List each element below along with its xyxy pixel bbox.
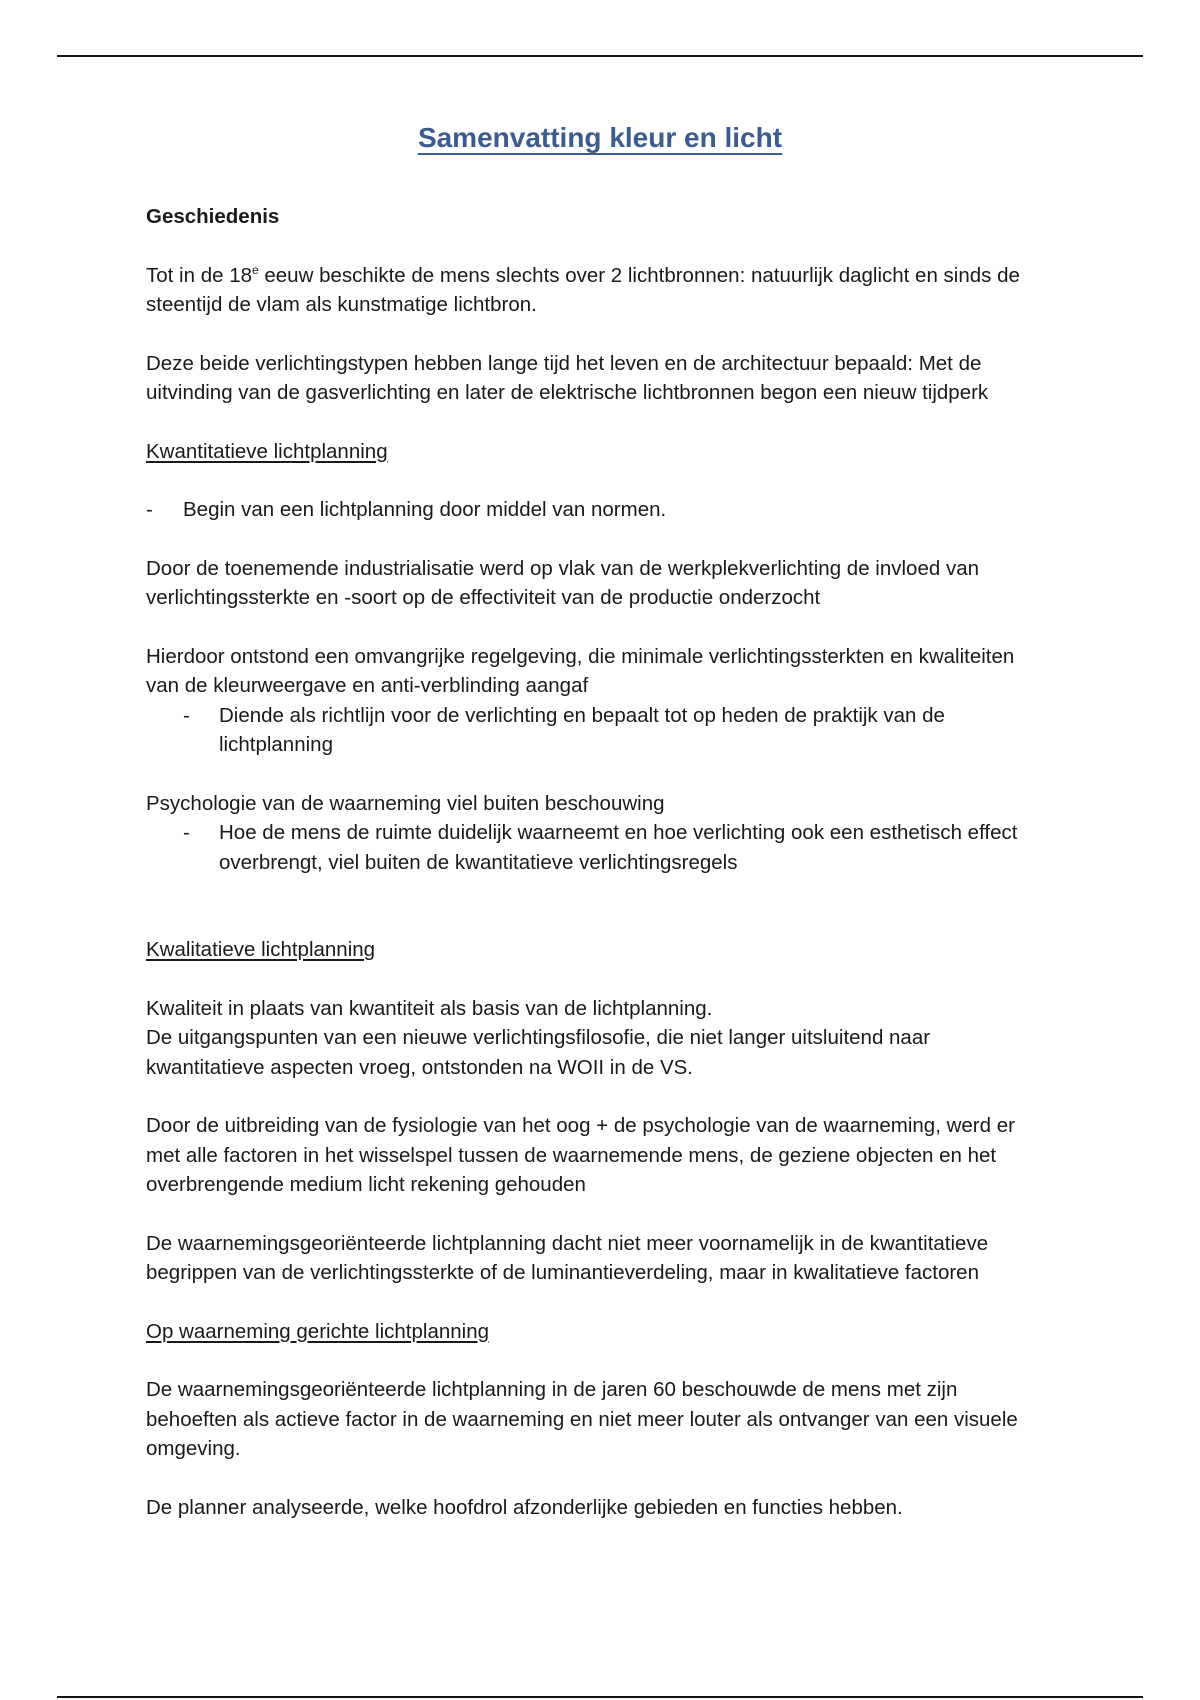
- list-item-text: Hoe de mens de ruimte duidelijk waarneemt en hoe verlichting ook een esthetisch effect overbrengt, viel buiten de kwantitatieve verlichtingsregels: [219, 821, 1018, 874]
- sub-list-item: [146, 701, 1046, 760]
- paragraph: Door de toenemende industrialisatie werd op vlak van de werkplekverlichting de invloed van verlichtingssterkte en -soort op de effectiviteit van de productie onderzocht: [146, 556, 980, 609]
- paragraph: De planner analyseerde, welke hoofdrol afzonderlijke gebieden en functies hebben.: [146, 1495, 903, 1519]
- paragraph: De waarnemingsgeoriënteerde lichtplanning dacht niet meer voornamelijk in de kwantitatieve begrippen van de verlichtingssterkte of de luminantieverdeling, maar in kwalitatieve factoren: [146, 1231, 989, 1284]
- paragraph-text: Tot in de 18: [146, 263, 252, 287]
- paragraph: De waarnemingsgeoriënteerde lichtplanning in de jaren 60 beschouwde de mens met zijn behoeften als actieve factor in de waarneming en niet meer louter als ontvanger van een visuele omgeving.: [146, 1378, 1018, 1460]
- page-title-text: Samenvatting kleur en licht: [417, 122, 783, 153]
- bullet-dash: -: [183, 703, 190, 727]
- page-title: [0, 122, 1200, 154]
- list-item: [146, 495, 1046, 525]
- paragraph: Kwaliteit in plaats van kwantiteit als basis van de lichtplanning.: [146, 996, 713, 1020]
- heading-waarneming: Op waarneming gerichte lichtplanning: [146, 1319, 490, 1343]
- paragraph: De uitgangspunten van een nieuwe verlichtingsfilosofie, die niet langer uitsluitend naar kwantitatieve aspecten vroeg, ontstonden na WOII in de VS.: [146, 1026, 931, 1079]
- paragraph: [146, 261, 1046, 320]
- superscript: e: [252, 262, 259, 277]
- heading-kwalitatief: Kwalitatieve lichtplanning: [146, 938, 376, 961]
- heading-geschiedenis: Geschiedenis: [146, 205, 280, 228]
- bullet-dash: -: [183, 821, 190, 844]
- bullet-dash: -: [146, 498, 153, 521]
- paragraph: Door de uitbreiding van de fysiologie van het oog + de psychologie van de waarneming, werd er met alle factoren in het wisselspel tussen de waarnemende mens, de geziene objecten en het overbrengende medium licht rekening gehouden: [146, 1114, 1015, 1196]
- paragraph: Hierdoor ontstond een omvangrijke regelgeving, die minimale verlichtingssterkten en kwaliteiten van de kleurweergave en anti-verblinding aangaf: [146, 644, 1015, 697]
- list-item-text: Begin van een lichtplanning door middel van normen.: [183, 498, 667, 521]
- paragraph: Deze beide verlichtingstypen hebben lange tijd het leven en de architectuur bepaald: Met de uitvinding van de gasverlichting en later de elektrische lichtbronnen begon een nieuw tijdperk: [146, 351, 989, 404]
- footer-rule: [57, 1696, 1143, 1698]
- header-rule: [57, 55, 1143, 57]
- sub-list-item: [146, 818, 1046, 877]
- paragraph: Psychologie van de waarneming viel buiten beschouwing: [146, 791, 665, 815]
- paragraph-text: eeuw beschikte de mens slechts over 2 lichtbronnen: natuurlijk daglicht en sinds de steentijd de vlam als kunstmatige lichtbron.: [146, 263, 1020, 316]
- document-body: [146, 202, 1046, 1522]
- heading-kwantitatief: Kwantitatieve lichtplanning: [146, 439, 388, 463]
- list-item-text: Diende als richtlijn voor de verlichting en bepaalt tot op heden de praktijk van de lichtplanning: [219, 703, 945, 756]
